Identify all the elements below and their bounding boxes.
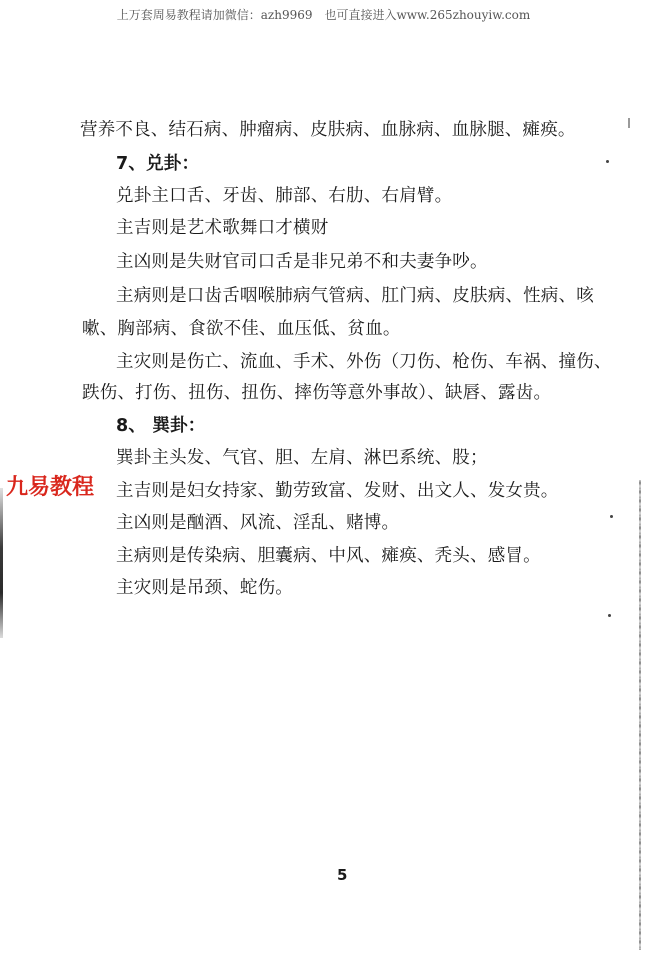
text-line: 巽卦主头发、气官、胆、左肩、淋巴系统、股；: [116, 448, 488, 468]
scan-edge-right: [639, 480, 641, 950]
text-line: 主吉则是艺术歌舞口才横财: [116, 218, 329, 238]
page-header-note: 上万套周易教程请加微信：azh9969 也可直接进入www.265zhouyiw.com: [116, 8, 531, 22]
text-line: 营养不良、结石病、肿瘤病、皮肤病、血脉病、血脉腿、瘫痪。: [80, 120, 576, 140]
text-line: 嗽、胸部病、食欲不佳、血压低、贫血。: [82, 319, 401, 339]
scan-edge-left: [0, 488, 3, 638]
text-line: 主病则是传染病、胆囊病、中风、瘫痪、秃头、感冒。: [116, 546, 541, 566]
text-line: 主凶则是失财官司口舌是非兄弟不和夫妻争吵。: [116, 252, 488, 272]
scan-edge-mark: [628, 118, 630, 128]
scan-speck: [610, 515, 613, 518]
text-line: 主灾则是吊颈、蛇伤。: [116, 578, 293, 598]
text-line: 兑卦主口舌、牙齿、肺部、右肋、右肩臂。: [116, 186, 453, 206]
scan-speck: [606, 160, 609, 163]
section-heading-xun: 8、 巽卦：: [116, 416, 206, 436]
scan-speck: [608, 614, 611, 617]
watermark-logo: 九易教程: [6, 475, 95, 500]
text-line: 跌伤、打伤、扭伤、扭伤、摔伤等意外事故）、缺唇、露齿。: [82, 383, 552, 403]
text-line: 主病则是口齿舌咽喉肺病气管病、肛门病、皮肤病、性病、咳: [116, 286, 594, 306]
text-line: 主凶则是酗酒、风流、淫乱、赌博。: [116, 513, 400, 533]
page-number: 5: [337, 866, 348, 884]
text-line: 主灾则是伤亡、流血、手术、外伤（刀伤、枪伤、车祸、撞伤、: [116, 352, 612, 372]
section-heading-dui: 7、兑卦：: [116, 154, 200, 174]
text-line: 主吉则是妇女持家、勤劳致富、发财、出文人、发女贵。: [116, 481, 559, 501]
